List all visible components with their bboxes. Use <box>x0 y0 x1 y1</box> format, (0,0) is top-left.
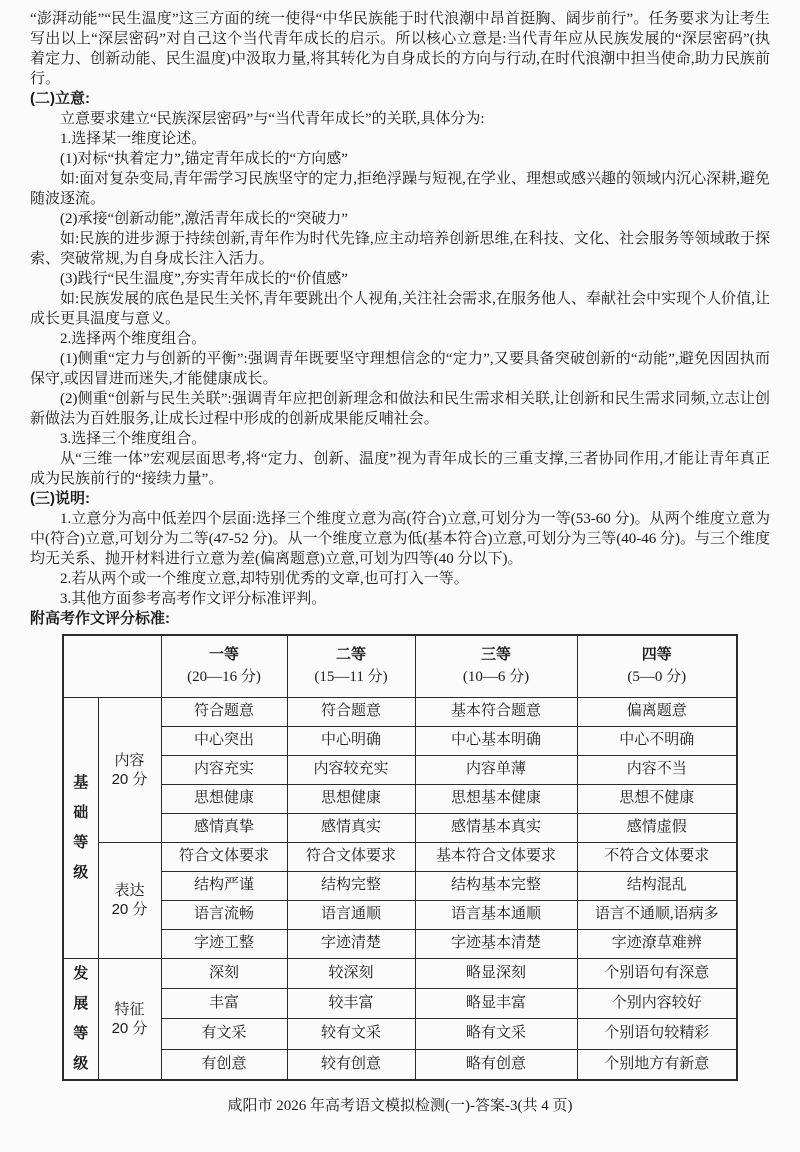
subgroup-name: 内容 <box>114 751 145 769</box>
criteria-cell: 内容不当 <box>577 755 737 784</box>
grade-range: (15—11 分) <box>314 668 388 685</box>
subgroup-score: 20 分 <box>111 1019 148 1037</box>
criteria-cell: 个别内容较好 <box>577 988 737 1018</box>
criteria-cell: 内容较充实 <box>287 755 415 784</box>
paragraph: (1)侧重“定力与创新的平衡”:强调青年既要坚守理想信念的“定力”,又要具备突破创新的“动能”,避免因固执而保守,或因冒进而迷失,才能健康成长。 <box>30 351 770 387</box>
subgroup-name: 特征 <box>114 1000 145 1018</box>
criteria-cell: 符合文体要求 <box>287 842 415 871</box>
criteria-cell: 中心明确 <box>287 726 415 755</box>
criteria-cell: 略显深刻 <box>415 958 577 988</box>
subgroup-label-neirong <box>98 697 161 842</box>
subgroup-score: 20 分 <box>111 901 148 918</box>
criteria-cell: 字迹清楚 <box>287 929 415 958</box>
criteria-cell: 个别语句较精彩 <box>577 1019 737 1049</box>
criteria-cell: 字迹基本清楚 <box>415 929 577 958</box>
paragraph: 2.若从两个或一个维度立意,却特别优秀的文章,也可打入一等。 <box>60 571 469 587</box>
criteria-cell: 结构严谨 <box>161 871 287 900</box>
criteria-cell: 中心基本明确 <box>415 726 577 755</box>
criteria-cell: 偏离题意 <box>577 697 737 726</box>
scoring-table <box>62 634 738 1081</box>
paragraph: 1.选择某一维度论述。 <box>60 131 207 147</box>
criteria-cell: 符合题意 <box>287 697 415 726</box>
paragraph: (2)承接“创新动能”,激活青年成长的“突破力” <box>60 211 348 227</box>
criteria-cell: 字迹潦草难辨 <box>577 929 737 958</box>
section-heading-liyi: (二)立意: <box>30 90 90 107</box>
criteria-cell: 丰富 <box>161 988 287 1018</box>
criteria-cell: 字迹工整 <box>161 929 287 958</box>
criteria-cell: 较有文采 <box>287 1019 415 1049</box>
criteria-cell: 内容充实 <box>161 755 287 784</box>
criteria-cell: 思想不健康 <box>577 784 737 813</box>
criteria-cell: 结构完整 <box>287 871 415 900</box>
criteria-cell: 有创意 <box>161 1049 287 1079</box>
paragraph: 如:民族的进步源于持续创新,青年作为时代先锋,应主动培养创新思维,在科技、文化、社会服务等领域敢于探索、突破常规,为自身成长注入活力。 <box>30 231 770 267</box>
criteria-cell: 个别地方有新意 <box>577 1049 737 1079</box>
group-label-text: 发展等级 <box>73 964 89 1072</box>
paragraph: 3.选择三个维度组合。 <box>60 431 207 447</box>
criteria-cell: 感情真挚 <box>161 813 287 842</box>
paragraph: (1)对标“执着定力”,锚定青年成长的“方向感” <box>60 151 348 167</box>
criteria-cell: 基本符合文体要求 <box>415 842 577 871</box>
criteria-cell: 感情基本真实 <box>415 813 577 842</box>
paragraph: 立意要求建立“民族深层密码”与“当代青年成长”的关联,具体分为: <box>60 111 485 127</box>
section-heading-shuoming: (三)说明: <box>30 490 90 507</box>
criteria-cell: 中心突出 <box>161 726 287 755</box>
criteria-cell: 内容单薄 <box>415 755 577 784</box>
paragraph: 2.选择两个维度组合。 <box>60 331 207 347</box>
grade-range: (20—16 分) <box>187 668 261 685</box>
criteria-cell: 感情虚假 <box>577 813 737 842</box>
criteria-cell: 符合文体要求 <box>161 842 287 871</box>
criteria-cell: 结构混乱 <box>577 871 737 900</box>
group-label-jichu <box>63 697 98 958</box>
grade-name: 四等 <box>641 646 672 663</box>
corner-cell <box>63 635 161 697</box>
paragraph: (3)践行“民生温度”,夯实青年成长的“价值感” <box>60 271 348 287</box>
criteria-cell: 略有创意 <box>415 1049 577 1079</box>
grade-header-4 <box>577 635 737 697</box>
paragraph: (2)侧重“创新与民生关联”:强调青年应把创新理念和做法和民生需求相关联,让创新和民生需求同频,立志让创新做法为百姓服务,让成长过程中形成的创新成果能反哺社会。 <box>30 391 770 427</box>
paragraph: 如:民族发展的底色是民生关怀,青年要跳出个人视角,关注社会需求,在服务他人、奉献社会中实现个人价值,让成长更具温度与意义。 <box>30 291 770 327</box>
subgroup-score: 20 分 <box>111 770 148 788</box>
criteria-cell: 感情真实 <box>287 813 415 842</box>
grade-header-1 <box>161 635 287 697</box>
criteria-cell: 不符合文体要求 <box>577 842 737 871</box>
grade-header-2 <box>287 635 415 697</box>
paragraph: 如:面对复杂变局,青年需学习民族坚守的定力,拒绝浮躁与短视,在学业、理想或感兴趣的领域内沉心深耕,避免随波逐流。 <box>30 171 770 207</box>
grade-name: 二等 <box>335 646 366 663</box>
group-label-text: 基础等级 <box>73 773 89 881</box>
criteria-cell: 语言不通顺,语病多 <box>577 900 737 929</box>
criteria-cell: 语言基本通顺 <box>415 900 577 929</box>
criteria-cell: 略显丰富 <box>415 988 577 1018</box>
criteria-cell: 语言流畅 <box>161 900 287 929</box>
criteria-cell: 基本符合题意 <box>415 697 577 726</box>
paragraph: 3.其他方面参考高考作文评分标准评判。 <box>60 591 327 607</box>
criteria-cell: 较丰富 <box>287 988 415 1018</box>
page-footer: 咸阳市 2026 年高考语文模拟检测(一)-答案-3(共 4 页) <box>227 1097 573 1114</box>
criteria-cell: 符合题意 <box>161 697 287 726</box>
group-label-fazhan <box>63 958 98 1080</box>
criteria-cell: 深刻 <box>161 958 287 988</box>
paragraph: 从“三维一体”宏观层面思考,将“定力、创新、温度”视为青年成长的三重支撑,三者协同作用,才能让青年真正成为民族前行的“接续力量”。 <box>30 451 770 487</box>
criteria-cell: 思想健康 <box>287 784 415 813</box>
grade-name: 三等 <box>480 646 511 663</box>
criteria-cell: 较深刻 <box>287 958 415 988</box>
subgroup-label-biaoda <box>98 842 161 958</box>
subgroup-name: 表达 <box>114 882 145 899</box>
grade-range: (5—0 分) <box>627 668 687 685</box>
subgroup-label-tezheng <box>98 958 161 1080</box>
criteria-cell: 个别语句有深意 <box>577 958 737 988</box>
criteria-cell: 思想基本健康 <box>415 784 577 813</box>
grade-name: 一等 <box>208 646 239 663</box>
criteria-cell: 有文采 <box>161 1019 287 1049</box>
criteria-cell: 语言通顺 <box>287 900 415 929</box>
paragraph: 1.立意分为高中低差四个层面:选择三个维度立意为高(符合)立意,可划分为一等(53-60 分)。从两个维度立意为中(符合)立意,可划分为二等(47-52 分)。从一个维度立意为低(基本符合)立意,可划分为三等(40-46 分)。与三个维度均无关系、抛开材料进行立意为差(偏离题意)立意,可划为四等(40 分以下)。 <box>30 511 770 567</box>
criteria-cell: 较有创意 <box>287 1049 415 1079</box>
criteria-cell: 略有文采 <box>415 1019 577 1049</box>
grade-range: (10—6 分) <box>462 668 530 685</box>
criteria-cell: 中心不明确 <box>577 726 737 755</box>
paragraph-continuation: “澎湃动能”“民生温度”这三方面的统一使得“中华民族能于时代浪潮中昂首挺胸、阔步前行”。任务要求为让考生写出以上“深层密码”对自己这个当代青年成长的启示。所以核心立意是:当代青年应从民族发展的“深层密码”(执着定力、创新动能、民生温度)中汲取力量,将其转化为自身成长的方向与行动,在时代浪潮中担当使命,助力民族前行。 <box>30 11 770 87</box>
table-title: 附高考作文评分标准: <box>30 610 170 627</box>
criteria-cell: 结构基本完整 <box>415 871 577 900</box>
criteria-cell: 思想健康 <box>161 784 287 813</box>
grade-header-3 <box>415 635 577 697</box>
